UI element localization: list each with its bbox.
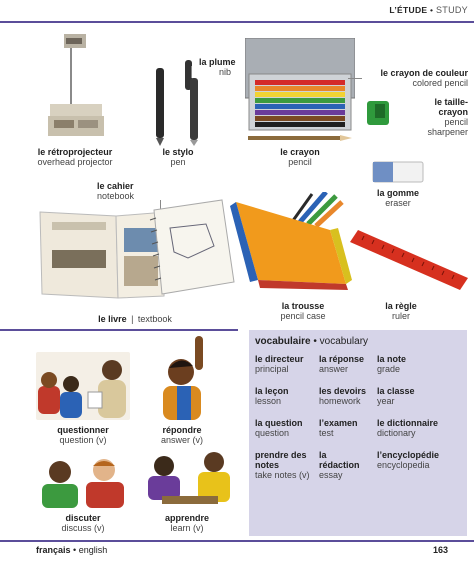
- discuss-label: discuter discuss (v): [61, 513, 105, 533]
- section-title-fr: L’ÉTUDE: [389, 5, 428, 15]
- vocab-term: les devoirs homework: [319, 386, 367, 406]
- footer-languages: français • english: [36, 545, 108, 555]
- pencil-image: [248, 134, 352, 142]
- pencil-sharpener-image: [366, 100, 390, 126]
- discuss-photo: [38, 452, 130, 510]
- question-label: questionner question (v): [57, 425, 109, 445]
- colored-pencil-tin-image: [245, 38, 355, 132]
- section-title-en: STUDY: [435, 5, 468, 15]
- eraser-label: la gomme eraser: [376, 188, 419, 208]
- vocab-term: le directeur principal: [255, 354, 304, 374]
- colored-pencil-label: le crayon de couleur colored pencil: [380, 68, 468, 88]
- projector-label: le rétroprojecteur overhead projector: [37, 147, 113, 167]
- vocab-term: l’encyclopédie encyclopedia: [377, 450, 440, 470]
- sharpener-label: le taille- crayon pencil sharpener: [427, 97, 468, 137]
- question-photo: [36, 352, 130, 420]
- eraser-image: [372, 160, 424, 184]
- vocabulary-box: [249, 330, 467, 536]
- learn-label: apprendre learn (v): [164, 513, 209, 533]
- vocab-term: la note grade: [377, 354, 407, 374]
- vocab-term: la classe year: [377, 386, 415, 406]
- vocabulary-title: vocabulaire • vocabulary: [255, 336, 369, 347]
- pencil-label: le crayon pencil: [280, 147, 320, 167]
- vocab-term: prendre des notes take notes (v): [255, 450, 310, 480]
- vocab-term: la réponse answer: [319, 354, 365, 374]
- nib-leader: [191, 66, 192, 78]
- vocab-term: la rédaction essay: [319, 450, 360, 480]
- answer-photo: [155, 336, 209, 420]
- header-separator: •: [430, 5, 434, 15]
- answer-label: répondre answer (v): [160, 425, 203, 445]
- footer-rule: [0, 540, 474, 542]
- overhead-projector-image: [44, 32, 106, 140]
- page-number: 163: [432, 545, 448, 555]
- section-header: [389, 5, 468, 15]
- vocab-term: l’examen test: [319, 418, 358, 438]
- textbook-image: [38, 198, 238, 302]
- ruler-label: la règle ruler: [385, 301, 417, 321]
- vocab-term: la question question: [255, 418, 303, 438]
- nib-label: la plume nib: [199, 57, 236, 77]
- vocab-term: la leçon lesson: [255, 386, 289, 406]
- pen-label: le stylo pen: [162, 147, 194, 167]
- learn-photo: [142, 446, 236, 510]
- colored-pencil-leader: [348, 78, 362, 79]
- textbook-label: le livre | textbook: [98, 314, 172, 324]
- pencil-case-image: [230, 192, 354, 296]
- notebook-label: le cahier notebook: [97, 181, 135, 201]
- vocab-term: le dictionnaire dictionary: [377, 418, 439, 438]
- ruler-image: [350, 228, 468, 292]
- pencil-case-label: la trousse pencil case: [280, 301, 326, 321]
- section-rule: [0, 329, 238, 331]
- header-rule: [0, 21, 474, 23]
